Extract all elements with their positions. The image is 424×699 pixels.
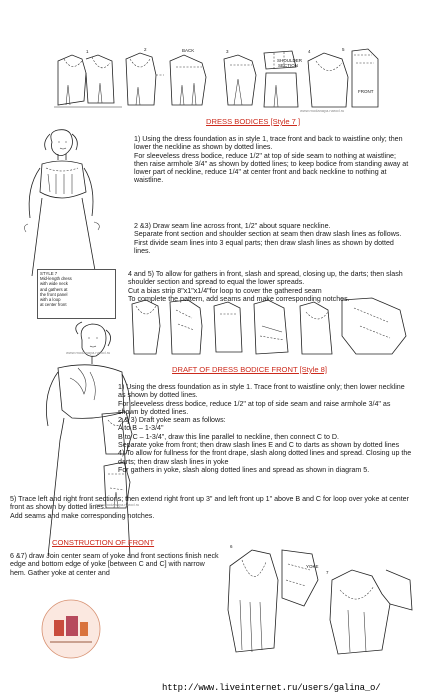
style-note-line: and gathers at bbox=[40, 286, 68, 292]
middle-pattern-diagrams bbox=[128, 296, 410, 358]
watermark: www.modanaya.narod.ru bbox=[95, 502, 140, 507]
section1-paragraph-2: 2 &3) Draw seam line across front, 1/2" about square neckline. Separate front section and shoulder section at seam then draw slash lines as follows. First divide seam lines into 3 equal parts; then draw slash lines as shown by dotted lines. bbox=[134, 222, 402, 255]
diagram-7 bbox=[352, 49, 378, 107]
diagram-label-front: FRONT bbox=[358, 89, 374, 94]
diagram-number-5: 5 bbox=[342, 47, 345, 52]
diagram-label-shoulder: SHOULDER bbox=[277, 58, 303, 63]
diagram-label-yoke: YOKE bbox=[306, 564, 319, 569]
diagram-6-front bbox=[228, 550, 318, 652]
diagram-2 bbox=[126, 53, 164, 105]
style-note-line: with a loop bbox=[40, 297, 61, 303]
site-logo bbox=[40, 598, 102, 660]
diagram-1 bbox=[54, 55, 122, 107]
style-note-line: at center front bbox=[40, 302, 67, 308]
top-pattern-diagrams bbox=[52, 45, 382, 117]
footer-url[interactable]: http://www.liveinternet.ru/users/galina_o/ bbox=[162, 683, 381, 693]
diagram-style8-6 bbox=[342, 298, 406, 354]
section2-paragraph-1: 1) Using the dress foundation as in style 1. Trace front to waistline only; then lower neckline as shown by dotted lines. For sleeveless dress bodice, reduce 1/2" at top of side seam and raise armhole 3/4" as shown by dotted lines. 2 & 3) Draft yoke seam as follows: A to B – 1-3/4" B to C – 1-3/4", draw this line parallel to neckline, then connect C to D. Separate yoke from front; then draw slash lines E and C to darts as shown by dotted lines 4) To allow for fullness for the front drape, slash along dotted lines and spread. Closing up the darts; then draw slash lines in yoke For gathers in yoke, slash along dotted lines and spread as shown in diagram 5. bbox=[118, 383, 412, 474]
diagram-label-back: BACK bbox=[182, 48, 195, 53]
diagram-number-1: 1 bbox=[86, 49, 89, 54]
diagram-style8-2 bbox=[170, 300, 202, 354]
watermark: www.modanaya.narod.ru bbox=[300, 108, 345, 113]
diagram-number-3: 3 bbox=[226, 49, 229, 54]
section1-paragraph-3: 4 and 5) To allow for gathers in front, slash and spread, closing up, the darts; then slash shoulder section and spread to equal the lower spreads. Cut a bias strip 8"x1"x1/4"for loop to cover the gathered seam To complete the pattern, add seams and make corresponding notches. bbox=[128, 270, 403, 303]
heading-construction-front: CONSTRUCTION OF FRONT bbox=[52, 538, 155, 547]
section3-paragraph-1: 6 &7) draw Join center seam of yoke and front sections finish neck edge and bottom edge of yoke [between C and C] with narrow hem. Gather yoke at center and bbox=[10, 552, 219, 577]
diagram-number-4: 4 bbox=[308, 49, 311, 54]
style-note-line: the front panel bbox=[40, 291, 68, 297]
diagram-number-2: 2 bbox=[144, 47, 147, 52]
heading-draft-style8: DRAFT OF DRESS BODICE FRONT [Style 8] bbox=[172, 365, 327, 374]
diagram-style8-3 bbox=[214, 302, 242, 352]
style-note-title: STYLE 7 bbox=[40, 271, 58, 276]
diagram-style8-1 bbox=[132, 300, 160, 354]
diagram-label-section: SECTION bbox=[278, 63, 299, 68]
section1-paragraph-1: 1) Using the dress foundation as in style 1, trace front and back to waistline only; then lower the neckline as shown by dotted lines. For sleeveless dress bodice, reduce 1/2" at top of side seam to nothing at waistline; then raise armhole 3/4" as shown by dotted lines; to keep bodice from standing away at lower part of neckline, reduce 1/4" at center front and back neckline to nothing at waistline. bbox=[134, 135, 409, 185]
diagram-6 bbox=[308, 53, 348, 107]
watermark: www.modanaya.narod.ru bbox=[66, 350, 111, 355]
heading-dress-bodices: DRESS BODICES [Style 7 ] bbox=[206, 117, 301, 126]
style-note-box bbox=[37, 269, 116, 319]
diagram-style8-4 bbox=[254, 300, 288, 354]
diagram-3 bbox=[170, 55, 206, 105]
diagram-style8-5 bbox=[300, 302, 332, 354]
diagram-number-7: 7 bbox=[326, 570, 329, 575]
fashion-illustration-style7 bbox=[12, 128, 122, 278]
style-note-line: with wide neck bbox=[40, 281, 68, 287]
section2-paragraph-2: 5) Trace left and right front sections; then extend right front up 3" and left front up 1" above B and C for loop over yoke at center front as shown by dotted lines. Add seams and make corresponding notches. bbox=[10, 495, 409, 520]
diagram-number-6: 6 bbox=[230, 544, 233, 549]
construction-diagrams bbox=[222, 540, 418, 666]
diagram-4 bbox=[224, 55, 256, 105]
style-note-line: Mid-length dress bbox=[40, 276, 72, 282]
diagram-7-back bbox=[330, 570, 412, 654]
